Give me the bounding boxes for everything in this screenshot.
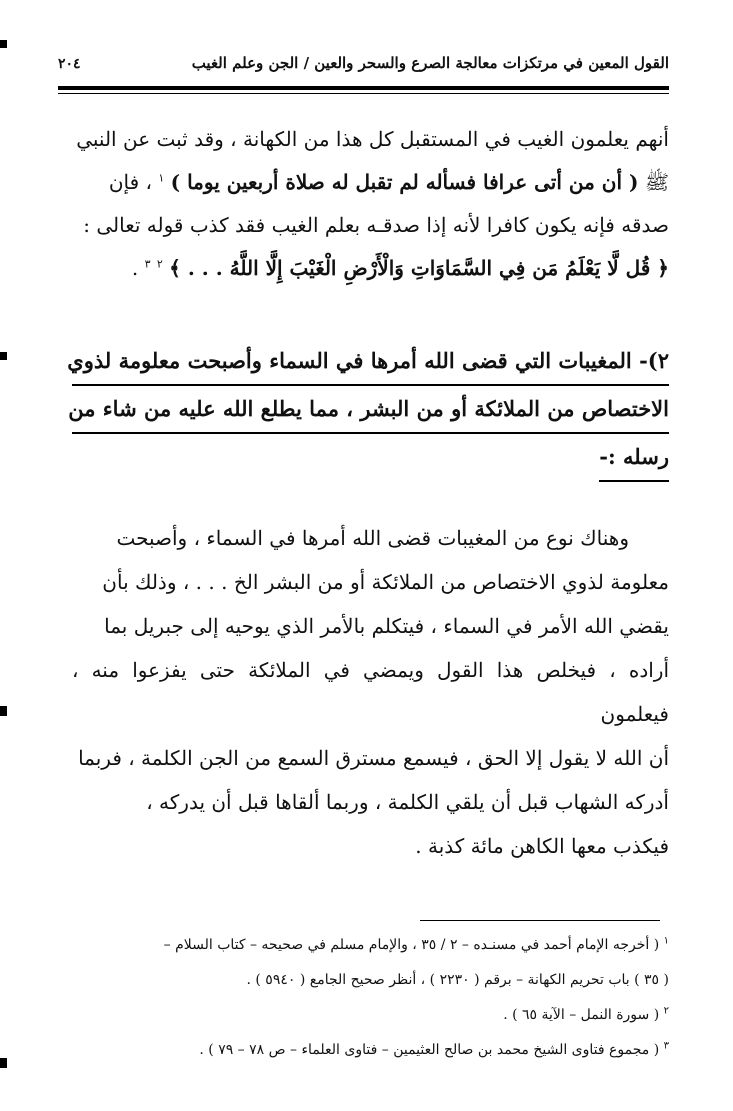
footnote xyxy=(86,963,669,998)
salutation-glyph: ﷺ xyxy=(644,170,669,194)
text-line: يقضي الله الأمر في السماء ، فيتكلم بالأمر الذي يوحيه إلى جبريل بما xyxy=(104,614,669,638)
footnote-number: ٣ xyxy=(663,1040,669,1052)
running-header xyxy=(58,52,669,82)
text-line: أراده ، فيخلص هذا القول ويمضي في الملائكة حتى يفزعوا منه ، فيعلمون xyxy=(72,658,669,726)
header-title: القول المعين في مرتكزات معالجة الصرع والسحر والعين / الجن وعلم الغيب xyxy=(191,54,669,72)
heading-line: رسله :- xyxy=(599,434,669,482)
hadith-quote: ( أن من أتى عرافا فسأله لم تقبل له صلاة أربعين يوما ) xyxy=(170,170,639,194)
footnote-number: ١ xyxy=(663,935,669,947)
page-number: ٢٠٤ xyxy=(58,56,81,72)
footnote-text: ( سورة النمل – الآية ٦٥ ) . xyxy=(503,1007,660,1023)
footnote-ref-3: ٣ xyxy=(144,257,151,271)
scan-edge-mark xyxy=(0,40,7,48)
footnote xyxy=(86,928,669,963)
text-fragment: . xyxy=(131,256,139,280)
text-line: أنهم يعلمون الغيب في المستقبل كل هذا من الكهانة ، وقد ثبت عن النبي xyxy=(76,127,669,151)
quran-verse: ﴿ قُل لَّا يَعْلَمُ مَن فِي السَّمَاوَاتِ وَالْأَرْضِ الْغَيْبَ إِلَّا اللَّهُ . . . ﴾ xyxy=(169,256,669,280)
scan-edge-mark xyxy=(0,1058,7,1068)
text-line xyxy=(72,161,669,204)
paragraph-1 xyxy=(72,118,669,290)
footnote-ref-1: ١ xyxy=(158,171,165,185)
footnote xyxy=(86,1033,669,1068)
paragraph-2 xyxy=(72,516,669,868)
text-line: أن الله لا يقول إلا الحق ، فيسمع مسترق السمع من الجن الكلمة ، فربما xyxy=(78,746,669,770)
footnote-text: ( مجموع فتاوى الشيخ محمد بن صالح العثيمين – فتاوى العلماء – ص ٧٨ – ٧٩ ) . xyxy=(199,1042,660,1058)
footnote-text: ( أخرجه الإمام أحمد في مسنـده – ٢ / ٣٥ ، والإمام مسلم في صحيحه – كتاب السلام – xyxy=(163,937,660,953)
text-line xyxy=(72,247,669,290)
footnote-number: ٢ xyxy=(663,1005,669,1017)
footnote-separator xyxy=(420,920,660,921)
section-heading xyxy=(67,338,669,482)
text-line: وهناك نوع من المغيبات قضى الله أمرها في السماء ، وأصبحت xyxy=(116,526,629,550)
footnotes xyxy=(86,928,669,1068)
header-rule-thin xyxy=(58,93,669,94)
footnote xyxy=(86,998,669,1033)
scan-edge-mark xyxy=(0,352,7,360)
text-line: صدقه فإنه يكون كافرا لأنه إذا صدقـه بعلم الغيب فقد كذب قوله تعالى : xyxy=(83,213,669,237)
header-rule xyxy=(58,86,669,90)
text-fragment: ، فإن xyxy=(108,170,152,194)
text-line: أدركه الشهاب قبل أن يلقي الكلمة ، وربما ألقاها قبل أن يدركه ، xyxy=(146,790,669,814)
footnote-text: ( ٣٥ ) باب تحريم الكهانة – برقم ( ٢٢٣٠ ) ، أنظر صحيح الجامع ( ٥٩٤٠ ) . xyxy=(246,972,669,988)
text-line: فيكذب معها الكاهن مائة كذبة . xyxy=(415,834,669,858)
heading-line: ٢)- المغيبات التي قضى الله أمرها في السماء وأصبحت معلومة لذوي xyxy=(72,338,669,386)
text-line: معلومة لذوي الاختصاص من الملائكة أو من البشر الخ . . . ، وذلك بأن xyxy=(102,570,669,594)
heading-line: الاختصاص من الملائكة أو من البشر ، مما يطلع الله عليه من شاء من xyxy=(72,386,669,434)
footnote-ref-2: ٢ xyxy=(156,257,163,271)
scan-edge-mark xyxy=(0,706,7,716)
